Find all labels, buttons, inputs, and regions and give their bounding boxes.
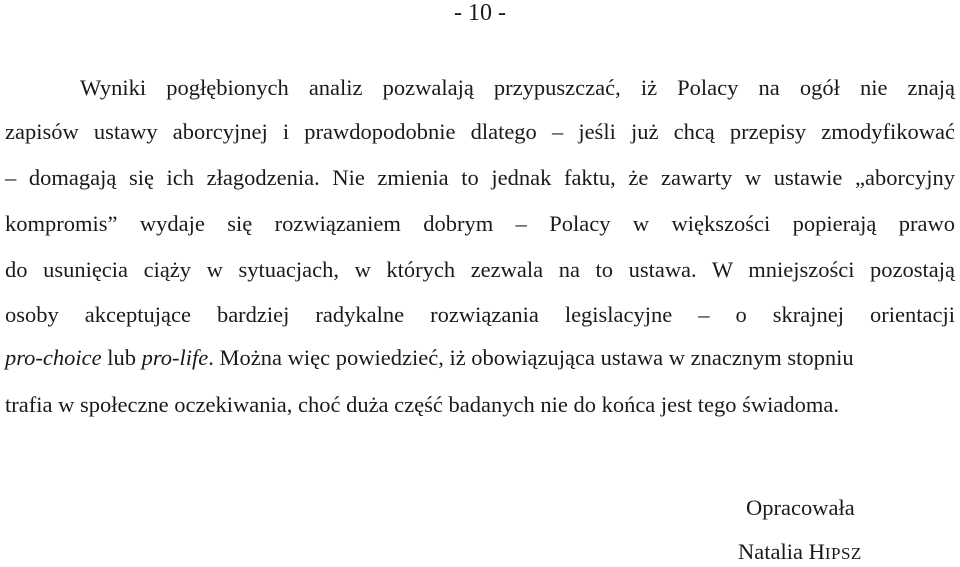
paragraph-line: – domagają się ich złagodzenia. Nie zmienia to jednak faktu, że zawarty w ustawie „aborcyjny [5, 165, 955, 190]
italic-term: pro-choice [5, 345, 102, 370]
paragraph-line: trafia w społeczne oczekiwania, choć duża część badanych nie do końca jest tego świadoma. [5, 392, 840, 417]
paragraph-line: do usunięcia ciąży w sytuacjach, w których zezwala na to ustawa. W mniejszości pozostają [5, 257, 955, 282]
paragraph-line: Wyniki pogłębionych analiz pozwalają przypuszczać, iż Polacy na ogół nie znają [80, 75, 955, 100]
paragraph-line [5, 345, 955, 371]
paragraph-line: osoby akceptujące bardziej radykalne rozwiązania legislacyjne – o skrajnej orientacji [5, 302, 955, 327]
author-surname: IPSZ [824, 544, 862, 563]
page-number: - 10 - [454, 0, 506, 26]
paragraph-fragment: lub [107, 345, 137, 370]
author-first-name: Natalia H [738, 539, 825, 564]
paragraph-line: zapisów ustawy aborcyjnej i prawdopodobnie dlatego – jeśli już chcą przepisy zmodyfikować [5, 119, 955, 144]
paragraph-line: kompromis” wydaje się rozwiązaniem dobrym – Polacy w większości popierają prawo [5, 211, 955, 236]
paragraph-fragment: . Można więc powiedzieć, iż obowiązująca ustawa w znacznym stopniu [208, 345, 854, 370]
italic-term: pro-life [141, 345, 209, 370]
signature-name [738, 539, 862, 567]
signature-label: Opracowała [746, 495, 855, 520]
